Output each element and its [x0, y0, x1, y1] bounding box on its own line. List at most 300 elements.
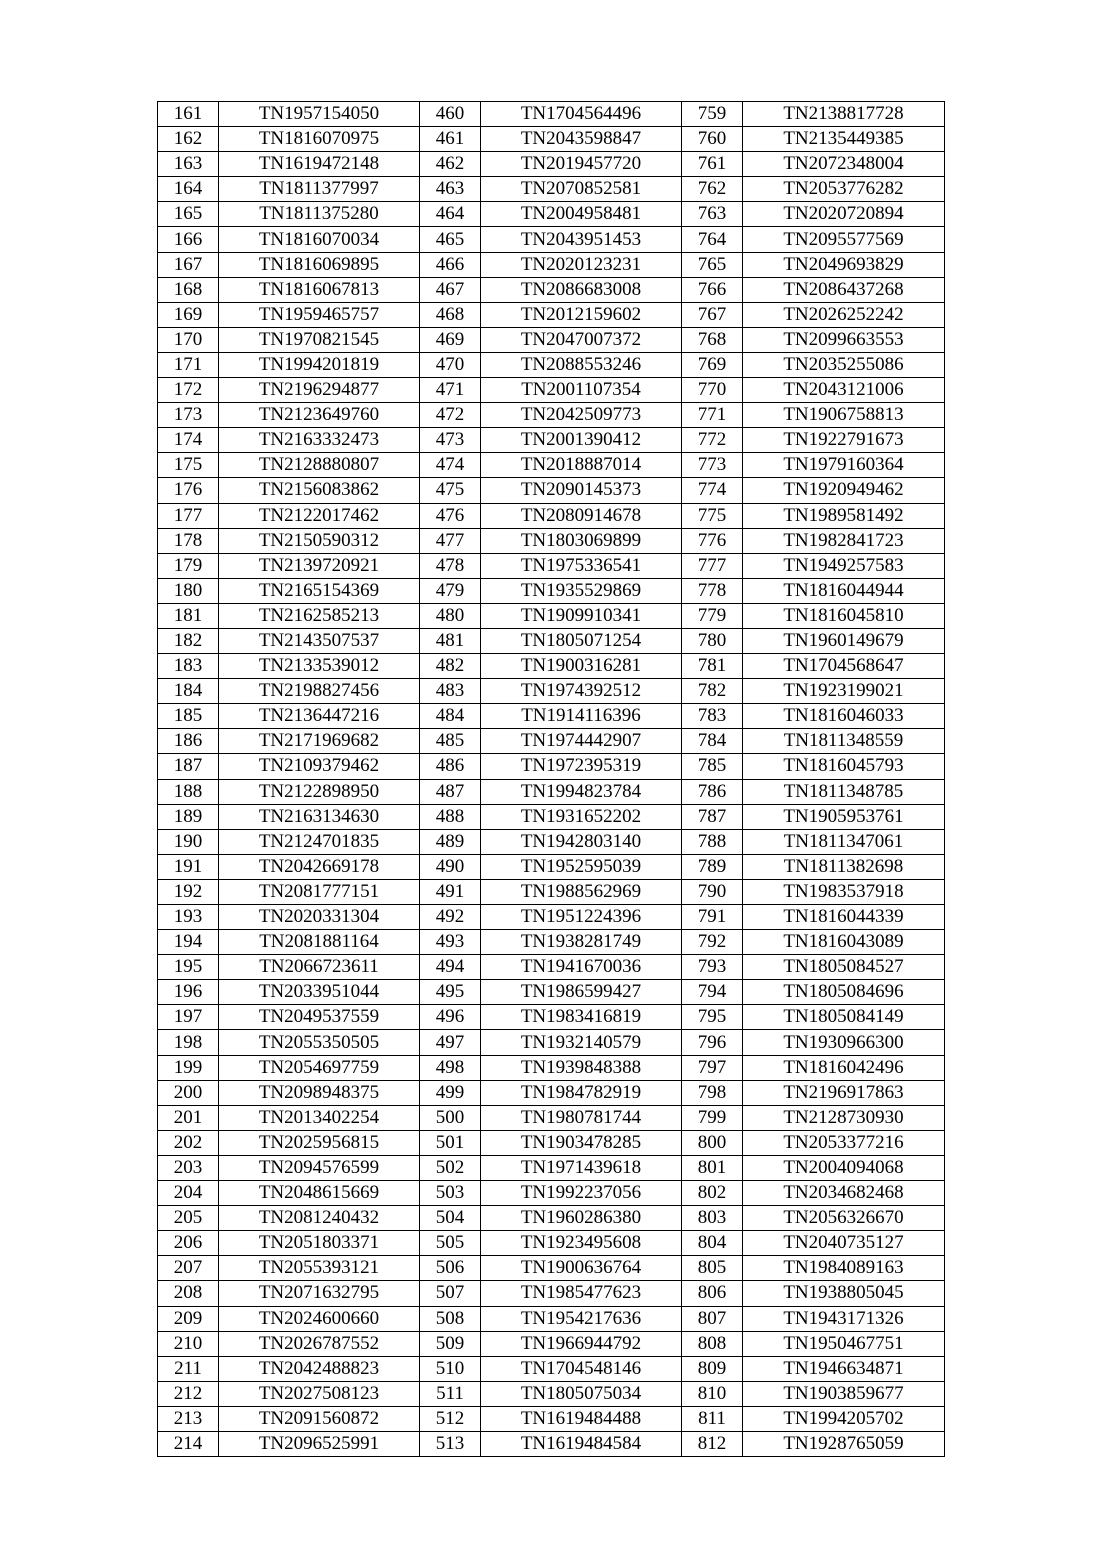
table-row [158, 553, 945, 578]
serial-cell: 502 [420, 1155, 481, 1180]
serial-cell: 187 [158, 754, 219, 779]
tracking-number-cell: TN1994205702 [743, 1406, 945, 1431]
tracking-number-cell: TN2133539012 [219, 654, 420, 679]
serial-cell: 194 [158, 930, 219, 955]
serial-cell: 467 [420, 277, 481, 302]
serial-cell: 786 [682, 779, 743, 804]
serial-cell: 487 [420, 779, 481, 804]
serial-cell: 505 [420, 1231, 481, 1256]
serial-cell: 509 [420, 1331, 481, 1356]
serial-cell: 797 [682, 1055, 743, 1080]
serial-cell: 169 [158, 302, 219, 327]
tracking-number-cell: TN2049537559 [219, 1005, 420, 1030]
table-row [158, 654, 945, 679]
tracking-number-cell: TN1811348785 [743, 779, 945, 804]
serial-cell: 176 [158, 478, 219, 503]
tracking-number-cell: TN1920949462 [743, 478, 945, 503]
tracking-number-cell: TN2091560872 [219, 1406, 420, 1431]
tracking-number-cell: TN1989581492 [743, 503, 945, 528]
serial-cell: 494 [420, 955, 481, 980]
tracking-number-cell: TN1954217636 [481, 1306, 682, 1331]
serial-cell: 766 [682, 277, 743, 302]
tracking-number-cell: TN1909910341 [481, 603, 682, 628]
table-row [158, 603, 945, 628]
serial-cell: 796 [682, 1030, 743, 1055]
serial-cell: 762 [682, 177, 743, 202]
tracking-number-cell: TN1980781744 [481, 1105, 682, 1130]
tracking-number-cell: TN1984089163 [743, 1256, 945, 1281]
tracking-number-cell: TN2019457720 [481, 152, 682, 177]
serial-cell: 512 [420, 1406, 481, 1431]
table-row [158, 352, 945, 377]
table-row [158, 227, 945, 252]
tracking-number-cell: TN2165154369 [219, 578, 420, 603]
table-row [158, 930, 945, 955]
serial-cell: 200 [158, 1080, 219, 1105]
serial-cell: 213 [158, 1406, 219, 1431]
tracking-number-cell: TN1903859677 [743, 1381, 945, 1406]
tracking-number-cell: TN1972395319 [481, 754, 682, 779]
table-row [158, 403, 945, 428]
table-row [158, 829, 945, 854]
serial-cell: 508 [420, 1306, 481, 1331]
serial-cell: 481 [420, 628, 481, 653]
tracking-number-cell: TN2086437268 [743, 277, 945, 302]
tracking-number-cell: TN2034682468 [743, 1181, 945, 1206]
tracking-number-cell: TN1959465757 [219, 302, 420, 327]
serial-cell: 466 [420, 252, 481, 277]
serial-cell: 214 [158, 1431, 219, 1456]
serial-cell: 470 [420, 352, 481, 377]
table-row [158, 453, 945, 478]
tracking-number-cell: TN1939848388 [481, 1055, 682, 1080]
serial-cell: 779 [682, 603, 743, 628]
serial-cell: 181 [158, 603, 219, 628]
serial-cell: 185 [158, 704, 219, 729]
serial-cell: 473 [420, 428, 481, 453]
tracking-number-cell: TN1970821545 [219, 327, 420, 352]
tracking-number-cell: TN2122017462 [219, 503, 420, 528]
table-row [158, 779, 945, 804]
tracking-number-cell: TN1816067813 [219, 277, 420, 302]
serial-cell: 511 [420, 1381, 481, 1406]
serial-cell: 172 [158, 378, 219, 403]
table-row [158, 1281, 945, 1306]
tracking-number-cell: TN2138817728 [743, 102, 945, 127]
table-row [158, 1331, 945, 1356]
serial-cell: 206 [158, 1231, 219, 1256]
tracking-number-cell: TN2163134630 [219, 804, 420, 829]
tracking-number-cell: TN2027508123 [219, 1381, 420, 1406]
tracking-number-cell: TN2135449385 [743, 127, 945, 152]
table-row [158, 854, 945, 879]
table-row [158, 955, 945, 980]
table-row [158, 1155, 945, 1180]
table-row [158, 1130, 945, 1155]
tracking-number-cell: TN2001390412 [481, 428, 682, 453]
tracking-number-cell: TN1942803140 [481, 829, 682, 854]
tracking-number-cell: TN2056326670 [743, 1206, 945, 1231]
tracking-number-cell: TN2099663553 [743, 327, 945, 352]
serial-cell: 776 [682, 528, 743, 553]
tracking-number-cell: TN1923495608 [481, 1231, 682, 1256]
serial-cell: 493 [420, 930, 481, 955]
tracking-number-cell: TN1994201819 [219, 352, 420, 377]
serial-cell: 789 [682, 854, 743, 879]
tracking-number-cell: TN1811347061 [743, 829, 945, 854]
serial-cell: 775 [682, 503, 743, 528]
table-row [158, 177, 945, 202]
serial-cell: 191 [158, 854, 219, 879]
table-row [158, 428, 945, 453]
serial-cell: 478 [420, 553, 481, 578]
serial-cell: 763 [682, 202, 743, 227]
serial-cell: 761 [682, 152, 743, 177]
serial-cell: 795 [682, 1005, 743, 1030]
serial-cell: 507 [420, 1281, 481, 1306]
serial-cell: 485 [420, 729, 481, 754]
serial-cell: 785 [682, 754, 743, 779]
tracking-number-cell: TN2042509773 [481, 403, 682, 428]
serial-cell: 188 [158, 779, 219, 804]
table-row [158, 729, 945, 754]
serial-cell: 207 [158, 1256, 219, 1281]
serial-cell: 211 [158, 1356, 219, 1381]
serial-cell: 760 [682, 127, 743, 152]
serial-cell: 812 [682, 1431, 743, 1456]
serial-cell: 805 [682, 1256, 743, 1281]
serial-cell: 489 [420, 829, 481, 854]
serial-cell: 195 [158, 955, 219, 980]
serial-cell: 791 [682, 905, 743, 930]
serial-cell: 809 [682, 1356, 743, 1381]
tracking-number-cell: TN2136447216 [219, 704, 420, 729]
table-row [158, 628, 945, 653]
tracking-number-cell: TN2004094068 [743, 1155, 945, 1180]
serial-cell: 204 [158, 1181, 219, 1206]
serial-cell: 462 [420, 152, 481, 177]
tracking-number-cell: TN1975336541 [481, 553, 682, 578]
tracking-number-cell: TN2122898950 [219, 779, 420, 804]
tracking-number-cell: TN1943171326 [743, 1306, 945, 1331]
serial-cell: 790 [682, 879, 743, 904]
tracking-number-cell: TN2066723611 [219, 955, 420, 980]
tracking-number-cell: TN1938805045 [743, 1281, 945, 1306]
serial-cell: 768 [682, 327, 743, 352]
tracking-number-cell: TN2049693829 [743, 252, 945, 277]
tracking-number-cell: TN1805084696 [743, 980, 945, 1005]
tracking-number-cell: TN1985477623 [481, 1281, 682, 1306]
tracking-number-cell: TN1811382698 [743, 854, 945, 879]
serial-cell: 495 [420, 980, 481, 1005]
tracking-number-cell: TN1811375280 [219, 202, 420, 227]
tracking-number-cell: TN1952595039 [481, 854, 682, 879]
serial-cell: 199 [158, 1055, 219, 1080]
tracking-number-cell: TN1941670036 [481, 955, 682, 980]
table-row [158, 503, 945, 528]
serial-cell: 471 [420, 378, 481, 403]
serial-cell: 179 [158, 553, 219, 578]
serial-cell: 469 [420, 327, 481, 352]
serial-cell: 807 [682, 1306, 743, 1331]
serial-cell: 198 [158, 1030, 219, 1055]
serial-cell: 170 [158, 327, 219, 352]
serial-cell: 802 [682, 1181, 743, 1206]
table-row [158, 1431, 945, 1456]
serial-cell: 197 [158, 1005, 219, 1030]
serial-cell: 201 [158, 1105, 219, 1130]
id-list-table [157, 101, 945, 1457]
tracking-number-cell: TN2026252242 [743, 302, 945, 327]
tracking-number-cell: TN2055350505 [219, 1030, 420, 1055]
table-row [158, 302, 945, 327]
serial-cell: 189 [158, 804, 219, 829]
table-row [158, 1030, 945, 1055]
serial-cell: 803 [682, 1206, 743, 1231]
tracking-number-cell: TN1619484488 [481, 1406, 682, 1431]
serial-cell: 513 [420, 1431, 481, 1456]
tracking-number-cell: TN1805071254 [481, 628, 682, 653]
tracking-number-cell: TN2043598847 [481, 127, 682, 152]
tracking-number-cell: TN1951224396 [481, 905, 682, 930]
table-row [158, 905, 945, 930]
table-row [158, 1181, 945, 1206]
tracking-number-cell: TN2156083862 [219, 478, 420, 503]
serial-cell: 794 [682, 980, 743, 1005]
serial-cell: 164 [158, 177, 219, 202]
tracking-number-cell: TN2047007372 [481, 327, 682, 352]
tracking-number-cell: TN1816042496 [743, 1055, 945, 1080]
serial-cell: 782 [682, 679, 743, 704]
tracking-number-cell: TN1983416819 [481, 1005, 682, 1030]
tracking-number-cell: TN2163332473 [219, 428, 420, 453]
tracking-number-cell: TN1935529869 [481, 578, 682, 603]
tracking-number-cell: TN2053776282 [743, 177, 945, 202]
table-row [158, 1105, 945, 1130]
tracking-number-cell: TN1816043089 [743, 930, 945, 955]
tracking-number-cell: TN1984782919 [481, 1080, 682, 1105]
table-row [158, 478, 945, 503]
serial-cell: 480 [420, 603, 481, 628]
tracking-number-cell: TN1983537918 [743, 879, 945, 904]
serial-cell: 174 [158, 428, 219, 453]
serial-cell: 192 [158, 879, 219, 904]
tracking-number-cell: TN2128730930 [743, 1105, 945, 1130]
tracking-number-cell: TN1811377997 [219, 177, 420, 202]
table-row [158, 804, 945, 829]
serial-cell: 811 [682, 1406, 743, 1431]
tracking-number-cell: TN2072348004 [743, 152, 945, 177]
tracking-number-cell: TN1816044339 [743, 905, 945, 930]
tracking-number-cell: TN2086683008 [481, 277, 682, 302]
tracking-number-cell: TN2081777151 [219, 879, 420, 904]
table-row [158, 1055, 945, 1080]
tracking-number-cell: TN1974442907 [481, 729, 682, 754]
tracking-number-cell: TN1930966300 [743, 1030, 945, 1055]
serial-cell: 774 [682, 478, 743, 503]
tracking-number-cell: TN2095577569 [743, 227, 945, 252]
tracking-number-cell: TN1816070975 [219, 127, 420, 152]
serial-cell: 175 [158, 453, 219, 478]
serial-cell: 477 [420, 528, 481, 553]
serial-cell: 468 [420, 302, 481, 327]
tracking-number-cell: TN2096525991 [219, 1431, 420, 1456]
serial-cell: 800 [682, 1130, 743, 1155]
tracking-number-cell: TN2071632795 [219, 1281, 420, 1306]
serial-cell: 759 [682, 102, 743, 127]
tracking-number-cell: TN2198827456 [219, 679, 420, 704]
serial-cell: 769 [682, 352, 743, 377]
tracking-number-cell: TN2196917863 [743, 1080, 945, 1105]
serial-cell: 193 [158, 905, 219, 930]
tracking-number-cell: TN2171969682 [219, 729, 420, 754]
table-row [158, 1005, 945, 1030]
tracking-number-cell: TN1957154050 [219, 102, 420, 127]
table-row [158, 1381, 945, 1406]
table-row [158, 754, 945, 779]
tracking-number-cell: TN2094576599 [219, 1155, 420, 1180]
serial-cell: 476 [420, 503, 481, 528]
table-row [158, 679, 945, 704]
serial-cell: 799 [682, 1105, 743, 1130]
tracking-number-cell: TN2048615669 [219, 1181, 420, 1206]
tracking-number-cell: TN2012159602 [481, 302, 682, 327]
table-row [158, 1256, 945, 1281]
tracking-number-cell: TN1900636764 [481, 1256, 682, 1281]
serial-cell: 500 [420, 1105, 481, 1130]
serial-cell: 788 [682, 829, 743, 854]
serial-cell: 461 [420, 127, 481, 152]
tracking-number-cell: TN1903478285 [481, 1130, 682, 1155]
tracking-number-cell: TN1906758813 [743, 403, 945, 428]
serial-cell: 490 [420, 854, 481, 879]
serial-cell: 771 [682, 403, 743, 428]
serial-cell: 203 [158, 1155, 219, 1180]
serial-cell: 163 [158, 152, 219, 177]
tracking-number-cell: TN2139720921 [219, 553, 420, 578]
serial-cell: 190 [158, 829, 219, 854]
tracking-number-cell: TN2162585213 [219, 603, 420, 628]
table-row [158, 879, 945, 904]
serial-cell: 773 [682, 453, 743, 478]
tracking-number-cell: TN2143507537 [219, 628, 420, 653]
tracking-number-cell: TN1938281749 [481, 930, 682, 955]
serial-cell: 463 [420, 177, 481, 202]
tracking-number-cell: TN1923199021 [743, 679, 945, 704]
serial-cell: 808 [682, 1331, 743, 1356]
tracking-number-cell: TN2042669178 [219, 854, 420, 879]
serial-cell: 506 [420, 1256, 481, 1281]
serial-cell: 184 [158, 679, 219, 704]
serial-cell: 765 [682, 252, 743, 277]
tracking-number-cell: TN2081240432 [219, 1206, 420, 1231]
serial-cell: 483 [420, 679, 481, 704]
tracking-number-cell: TN1974392512 [481, 679, 682, 704]
serial-cell: 810 [682, 1381, 743, 1406]
tracking-number-cell: TN2123649760 [219, 403, 420, 428]
tracking-number-cell: TN2040735127 [743, 1231, 945, 1256]
tracking-number-cell: TN2196294877 [219, 378, 420, 403]
serial-cell: 496 [420, 1005, 481, 1030]
tracking-number-cell: TN2150590312 [219, 528, 420, 553]
tracking-number-cell: TN1928765059 [743, 1431, 945, 1456]
serial-cell: 173 [158, 403, 219, 428]
tracking-number-cell: TN1971439618 [481, 1155, 682, 1180]
tracking-number-cell: TN1994823784 [481, 779, 682, 804]
table-row [158, 252, 945, 277]
serial-cell: 778 [682, 578, 743, 603]
tracking-number-cell: TN2098948375 [219, 1080, 420, 1105]
tracking-number-cell: TN2054697759 [219, 1055, 420, 1080]
serial-cell: 482 [420, 654, 481, 679]
tracking-number-cell: TN1704568647 [743, 654, 945, 679]
serial-cell: 202 [158, 1130, 219, 1155]
serial-cell: 777 [682, 553, 743, 578]
tracking-number-cell: TN1905953761 [743, 804, 945, 829]
serial-cell: 798 [682, 1080, 743, 1105]
tracking-number-cell: TN1816045810 [743, 603, 945, 628]
tracking-number-cell: TN1619472148 [219, 152, 420, 177]
serial-cell: 162 [158, 127, 219, 152]
serial-cell: 484 [420, 704, 481, 729]
table-row [158, 277, 945, 302]
table-row [158, 1306, 945, 1331]
serial-cell: 503 [420, 1181, 481, 1206]
serial-cell: 165 [158, 202, 219, 227]
tracking-number-cell: TN2033951044 [219, 980, 420, 1005]
serial-cell: 804 [682, 1231, 743, 1256]
table-row [158, 1231, 945, 1256]
table-row [158, 578, 945, 603]
serial-cell: 209 [158, 1306, 219, 1331]
tracking-number-cell: TN2018887014 [481, 453, 682, 478]
tracking-number-cell: TN1704564496 [481, 102, 682, 127]
tracking-number-cell: TN2090145373 [481, 478, 682, 503]
serial-cell: 210 [158, 1331, 219, 1356]
serial-cell: 504 [420, 1206, 481, 1231]
tracking-number-cell: TN1816070034 [219, 227, 420, 252]
tracking-number-cell: TN2128880807 [219, 453, 420, 478]
tracking-number-cell: TN2025956815 [219, 1130, 420, 1155]
table-row [158, 1206, 945, 1231]
table-row [158, 378, 945, 403]
tracking-number-cell: TN1619484584 [481, 1431, 682, 1456]
table-row [158, 1080, 945, 1105]
serial-cell: 770 [682, 378, 743, 403]
table-row [158, 127, 945, 152]
tracking-number-cell: TN1805075034 [481, 1381, 682, 1406]
tracking-number-cell: TN2043121006 [743, 378, 945, 403]
serial-cell: 205 [158, 1206, 219, 1231]
serial-cell: 767 [682, 302, 743, 327]
serial-cell: 460 [420, 102, 481, 127]
serial-cell: 464 [420, 202, 481, 227]
tracking-number-cell: TN2013402254 [219, 1105, 420, 1130]
serial-cell: 167 [158, 252, 219, 277]
tracking-number-cell: TN1932140579 [481, 1030, 682, 1055]
serial-cell: 196 [158, 980, 219, 1005]
tracking-number-cell: TN2109379462 [219, 754, 420, 779]
tracking-number-cell: TN1950467751 [743, 1331, 945, 1356]
tracking-number-cell: TN2004958481 [481, 202, 682, 227]
tracking-number-cell: TN1949257583 [743, 553, 945, 578]
serial-cell: 501 [420, 1130, 481, 1155]
serial-cell: 784 [682, 729, 743, 754]
serial-cell: 212 [158, 1381, 219, 1406]
tracking-number-cell: TN1960149679 [743, 628, 945, 653]
tracking-number-cell: TN1946634871 [743, 1356, 945, 1381]
table-row [158, 1406, 945, 1431]
